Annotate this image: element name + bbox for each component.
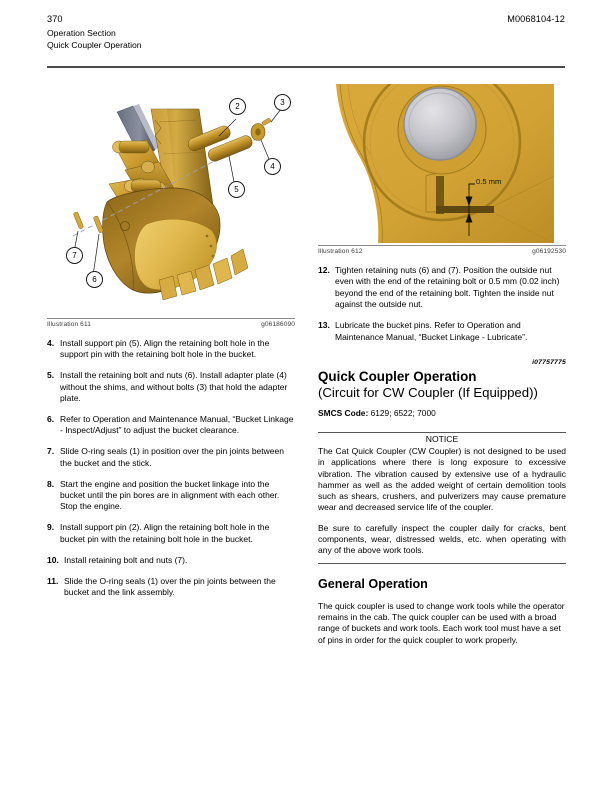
figure-612: [318, 84, 566, 255]
section-name: Operation Section: [47, 28, 116, 38]
step-text: Slide the O-ring seals (1) over the pin joints between the bucket and the link assembly.: [64, 575, 276, 597]
step-item: [318, 320, 566, 343]
step-number: 9.: [47, 522, 55, 533]
bucket-pin-boss-detail: [318, 84, 566, 243]
retaining-bolt-6: [93, 216, 104, 233]
step-text: Slide O-ring seals (1) in position over the pin joints between the bucket and the stick.: [60, 446, 284, 468]
figure-611-graphic-id: g06186090: [261, 321, 295, 328]
page-header: [47, 14, 565, 51]
callout-2: 2: [229, 98, 246, 115]
general-operation-paragraph: The quick coupler is used to change work tools while the operator remains in the cab. The quick coupler can be used with a broad range of buckets and work tools. Each work tool must have a set of pins in order for the quick coupler to work properly.: [318, 600, 565, 645]
callout-5: 5: [228, 181, 245, 198]
notice-paragraph-1: The Cat Quick Coupler (CW Coupler) is not designed to be used in applications where there is long exposure to excessive vibration. The vibration caused by extensive use of a hydraulic hammer as well as the added weight of certain demolition tools such as shears, crushers, and pulverizers may cause premature wear and decreased service life of the coupler.: [318, 445, 566, 513]
notice-paragraph-2: Be sure to carefully inspect the coupler daily for cracks, bent components, wear, distressed welds, etc. when operating with any of the above work tools.: [318, 522, 566, 556]
header-divider: [47, 66, 565, 68]
figure-611-caption: [47, 319, 295, 328]
left-step-list: [47, 338, 295, 598]
step-number: 6.: [47, 414, 55, 425]
step-item: [318, 265, 566, 311]
step-item: [47, 479, 295, 513]
callout-4: 4: [264, 158, 281, 175]
step-number: 4.: [47, 338, 55, 348]
right-step-list: [318, 265, 566, 343]
figure-611: [47, 84, 295, 328]
step-item: [47, 338, 295, 361]
step-text: Lubricate the bucket pins. Refer to Operation and Maintenance Manual, “Bucket Linkage - Lubricate”.: [335, 320, 528, 342]
notice-body: [318, 446, 566, 557]
step-item: [47, 522, 295, 545]
step-number: 13.: [318, 320, 330, 331]
step-text: Install retaining bolt and nuts (7).: [64, 554, 188, 565]
smcs-value: 6129; 6522; 7000: [370, 408, 436, 419]
step-text: Refer to Operation and Maintenance Manual, “Bucket Linkage - Inspect/Adjust” to adjust the bucket clearance.: [60, 414, 294, 436]
figure-612-caption: [318, 246, 566, 255]
figure-612-graphic: [318, 84, 566, 243]
notice-title: NOTICE: [425, 434, 459, 445]
step-number: 11.: [47, 575, 59, 586]
step-number: 12.: [318, 265, 330, 275]
retaining-bolt-7: [73, 212, 84, 229]
step-text: Tighten retaining nuts (6) and (7). Position the outside nut even with the end of the retaining bolt or 0.5 mm (0.02 inch) beyond the end of the retaining bolt. Tighten the inside nut against the outside nut.: [335, 265, 560, 310]
general-operation-heading: General Operation: [318, 576, 428, 591]
callout-6: 6: [86, 271, 103, 288]
step-number: 7.: [47, 446, 55, 457]
dimension-label-0-5-mm: 0.5 mm: [476, 177, 502, 186]
header-breadcrumb: [47, 28, 565, 51]
document-id: M0068104-12: [507, 14, 565, 24]
step-item: [47, 370, 295, 404]
page-number: 370: [47, 14, 63, 24]
excavator-bucket-illustration: [47, 84, 295, 316]
right-column: [318, 84, 566, 646]
bucket-body: [103, 188, 248, 300]
reference-id: i07757775: [532, 358, 566, 366]
step-item: [47, 555, 295, 566]
notice-bottom-rule: [318, 563, 566, 564]
smcs-code-line: [318, 408, 566, 419]
step-text: Start the engine and position the bucket linkage into the bucket until the pin bores are in alignment with each other. Stop the engine.: [60, 478, 280, 512]
callout-3: 3: [274, 94, 291, 111]
step-text: Install support pin (5). Align the retaining bolt hole in the support pin with the retaining bolt hole in the bucket.: [60, 338, 270, 360]
step-number: 5.: [47, 370, 55, 381]
adapter-plate-4: [251, 124, 265, 141]
step-text: Install the retaining bolt and nuts (6). Install adapter plate (4) without the shims, and without bolts (3) that hold the adapter plate.: [60, 370, 288, 404]
left-column: [47, 84, 295, 608]
topic-name: Quick Coupler Operation: [47, 39, 142, 50]
bolt-3: [262, 118, 272, 126]
smcs-label: SMCS Code:: [318, 408, 369, 419]
section-heading-title: Quick Coupler Operation: [318, 368, 477, 384]
step-item: [47, 576, 295, 599]
figure-611-label: Illustration 611: [47, 321, 91, 328]
section-heading-subtitle: (Circuit for CW Coupler (If Equipped)): [318, 384, 538, 400]
section-heading: [318, 369, 566, 401]
callout-7: 7: [66, 247, 83, 264]
step-text: Install support pin (2). Align the retaining bolt hole in the bucket pin with the retaining bolt hole in the bucket.: [60, 522, 270, 544]
header-top-row: [47, 14, 565, 24]
figure-611-graphic: [47, 84, 295, 316]
figure-612-label: Illustration 612: [318, 248, 363, 255]
figure-612-graphic-id: g06192530: [532, 248, 566, 255]
step-item: [47, 414, 295, 437]
step-item: [47, 446, 295, 469]
notice-block: [318, 432, 566, 563]
step-number: 8.: [47, 478, 55, 489]
step-number: 10.: [47, 554, 59, 565]
